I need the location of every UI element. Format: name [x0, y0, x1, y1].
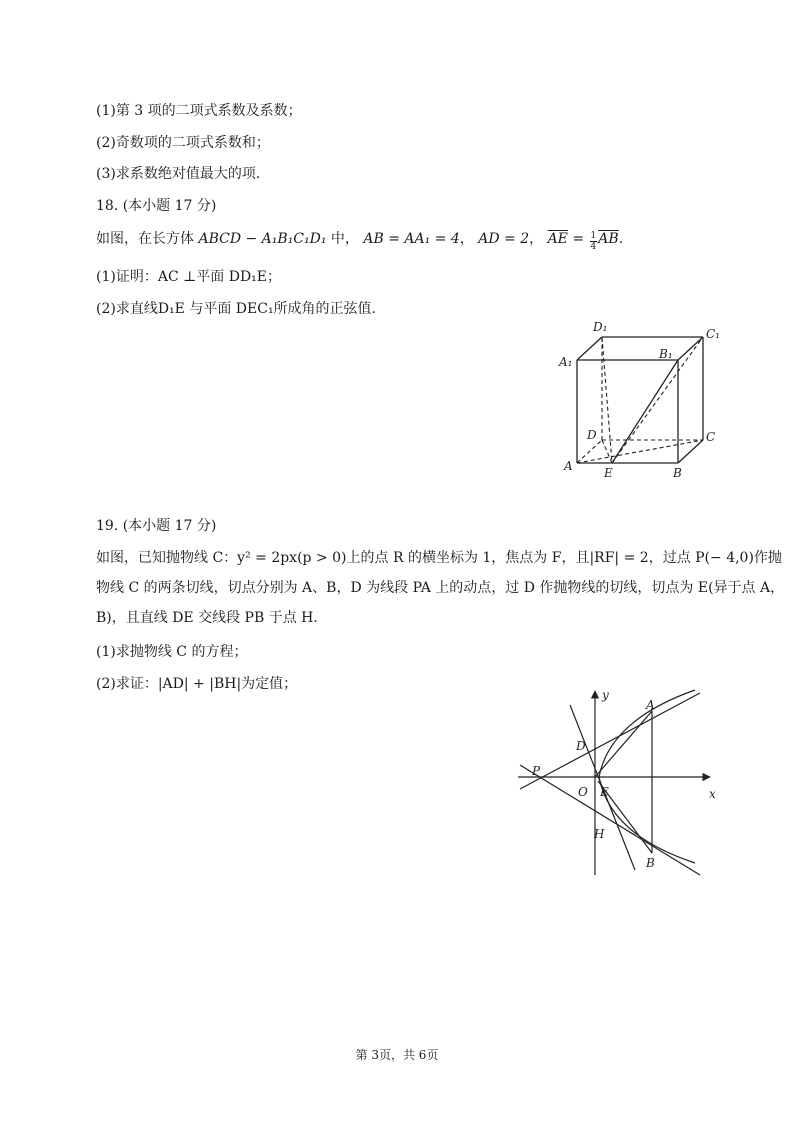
vector-ae: $\overline{AE}$ — [547, 231, 568, 247]
problem19-line2: 物线 C 的两条切线，切点分别为 A、B，D 为线段 PA 上的动点，过 D 作抛物线的切线，切点为 E(异于点 A， — [96, 580, 785, 596]
label-a: A — [564, 459, 573, 473]
intro-prefix: 如图，在长方体 — [96, 231, 194, 247]
parabola-figure — [510, 685, 730, 880]
problem19-part1: (1)求抛物线 C 的方程； — [96, 644, 248, 660]
fraction — [590, 231, 598, 252]
problem17-part1: (1)第 3 项的二项式系数及系数； — [96, 103, 302, 119]
segment-d1-e — [602, 337, 612, 463]
tangent-pb — [520, 765, 700, 875]
problem18-intro: 如图，在长方体 ABCD − A₁B₁C₁D₁ 中， AB = AA₁ = 4， AD = 2， $\overline{AE}$ = $\frac{1}{4}$ $\overline{AB}$. — [96, 231, 624, 252]
segment-a-c — [577, 440, 703, 463]
label-a: A — [646, 698, 655, 712]
label-b1: B₁ — [659, 347, 673, 361]
vector-ab: $\overline{AB}$ — [598, 231, 619, 247]
label-o: O — [578, 785, 588, 799]
label-a1: A₁ — [559, 355, 573, 369]
problem17-part3: (3)求系数绝对值最大的项. — [96, 166, 261, 182]
edge-b1-c1 — [678, 337, 703, 360]
fraction-denominator: 4 — [590, 242, 597, 252]
label-p: P — [532, 764, 541, 778]
condition-2: AD = 2 — [478, 231, 530, 247]
label-y: y — [602, 688, 609, 702]
segment-b1-e — [612, 360, 678, 463]
problem19-line1: 如图，已知抛物线 C：y² = 2px(p > 0)上的点 R 的横坐标为 1，焦点为 F，且|RF| = 2，过点 P(− 4,0)作抛 — [96, 550, 782, 566]
intro-mid: 中， — [330, 231, 359, 247]
problem17-part2: (2)奇数项的二项式系数和； — [96, 135, 270, 151]
problem19-part2: (2)求证：|AD| + |BH|为定值； — [96, 676, 298, 692]
label-x: x — [709, 787, 716, 801]
problem18-part1: (1)证明：AC ⊥平面 DD₁E； — [96, 269, 282, 285]
label-e: E — [600, 785, 609, 799]
cuboid-figure — [555, 318, 730, 483]
page-footer: 第 3页，共 6页 — [355, 1048, 439, 1062]
label-e: E — [604, 466, 613, 480]
label-h: H — [594, 827, 605, 841]
edge-a1-d1 — [577, 337, 602, 360]
segment-e-c1 — [612, 337, 703, 463]
solid-name: ABCD − A₁B₁C₁D₁ — [198, 231, 327, 247]
fraction-numerator: 1 — [590, 231, 597, 241]
problem19-line3: B)，且直线 DE 交线段 PB 于点 H. — [96, 610, 318, 626]
condition-1: AB = AA₁ = 4 — [363, 231, 460, 247]
label-c1: C₁ — [706, 327, 720, 341]
problem18-header: 18. (本小题 17 分) — [96, 198, 217, 214]
label-b: B — [646, 856, 655, 870]
problem19-header: 19. (本小题 17 分) — [96, 518, 217, 534]
label-b: B — [673, 466, 682, 480]
label-d: D — [587, 428, 597, 442]
tangent-pa — [520, 693, 700, 789]
label-d1: D₁ — [593, 320, 608, 334]
label-d: D — [576, 739, 586, 753]
label-c: C — [706, 430, 716, 444]
problem18-part2: (2)求直线D₁E 与平面 DEC₁所成角的正弦值. — [96, 301, 377, 317]
